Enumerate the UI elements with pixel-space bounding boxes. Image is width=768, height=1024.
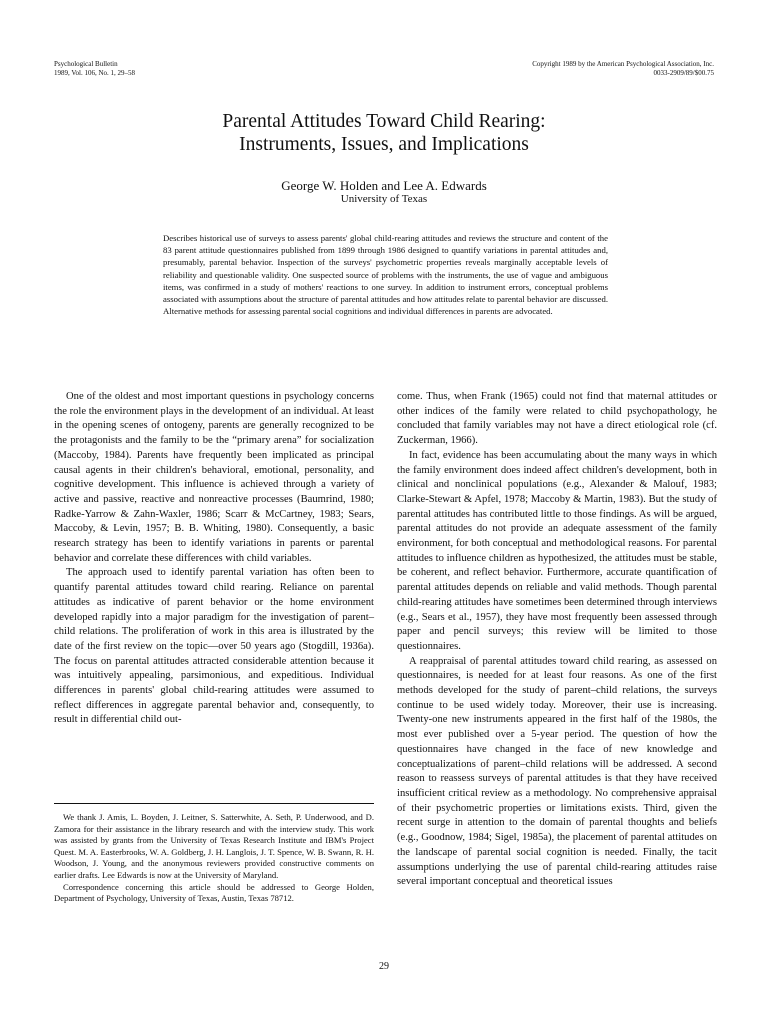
copyright-header xyxy=(532,60,714,78)
article-code: 0033-2909/89/$00.75 xyxy=(653,69,714,77)
footnote-divider xyxy=(54,803,374,804)
left-column xyxy=(54,390,374,728)
journal-volume: 1989, Vol. 106, No. 1, 29–58 xyxy=(54,69,136,77)
right-column xyxy=(397,390,717,890)
correspondence-note: Correspondence concerning this article should be addressed to George Holden, Department of Psychology, University of Texas, Austin, Texas 78712. xyxy=(54,881,374,904)
body-paragraph: come. Thus, when Frank (1965) could not find that maternal attitudes or other indices of the family were related to child psychopathology, he concluded that family variables may not have a direct etiological role (cf. Zuckerman, 1966). xyxy=(397,391,717,447)
title-line-2: Instruments, Issues, and Implications xyxy=(239,134,529,155)
body-paragraph: A reappraisal of parental attitudes toward child rearing, as assessed on questionnaires, is needed for at least four reasons. As one of the first methods developed for the study of parent–child relations, the surveys continue to be used widely today. Moreover, their use is increasing. Twenty-one new instruments appeared in the first half of the 1980s, the most ever published over a 5-year period. The question of how the questionnaires have changed in the face of new knowledge and conceptualizations of parent–child relations will be addressed. A second reason to reassess surveys of parental attitudes is that they have received insufficient critical review as a methodology. No comprehensive appraisal of their psychometric properties or limitations exists. Third, given the recent surge in attention to the domain of parental thoughts and beliefs (e.g., Goodnow, 1984; Sigel, 1985a), the placement of parental attitudes on the landscape of parental social cognition is needed. Finally, the tacit assumptions underlying the use of parental child-rearing attitudes raise several important conceptual and theoretical issues xyxy=(397,655,717,888)
copyright-line: Copyright 1989 by the American Psychological Association, Inc. xyxy=(532,60,714,68)
body-paragraph: In fact, evidence has been accumulating about the many ways in which the family environment does indeed affect children's development, both in clinical and nonclinical populations (e.g., Alexander & Malouf, 1983; Clarke-Stewart & Apfel, 1978; Maccoby & Martin, 1983). But the study of parental attitudes has contributed little to those findings. As will be argued, parental attitudes do not provide an adequate assessment of the family environment, for both conceptual and methodological reasons. For parental attitudes to influence children as hypothesized, the attitudes must be stable, be coherent, and reflect behavior. Furthermore, accurate quantification of parental attitudes depends on reliable and valid methods. Though parental child-rearing attitudes have sometimes been determined through interviews (e.g., Sears et al., 1957), they have most frequently been assessed through paper and pencil surveys; this review will be limited to those questionnaires. xyxy=(397,449,717,652)
journal-name: Psychological Bulletin xyxy=(54,60,118,68)
title-line-1: Parental Attitudes Toward Child Rearing: xyxy=(222,111,546,132)
footnotes xyxy=(54,812,374,905)
authors: George W. Holden and Lee A. Edwards xyxy=(281,178,487,193)
abstract: Describes historical use of surveys to assess parents' global child-rearing attitudes and reviews the structure and content of the 83 parent attitude questionnaires published from 1899 through 1986 designed to quantify variations in parental attitudes and, presumably, parental behavior. Inspection of the surveys' psychometric properties reveals marginally acceptable levels of reliability and questionable validity. One suspected source of problems with the instruments, the use of vague and ambiguous items, was confirmed in a study of mothers' reactions to one survey. In addition to instrument errors, conceptual problems associated with assumptions about the structure of parental attitudes and how attitudes relate to parental behavior are discussed. Alternative methods for assessing parental social cognitions and individual differences in parents are advocated. xyxy=(163,233,608,317)
body-paragraph: One of the oldest and most important questions in psychology concerns the role the environment plays in the development of an individual. At least in the opening scenes of ontogeny, parents are generally recognized to be the protagonists and the family to be the “primary arena” for socialization (Maccoby, 1984). Parents have frequently been implicated as principal causal agents in their children's behavioral, emotional, personality, and cognitive development. This influence is achieved through a variety of active and passive, reactive and nonreactive processes (Baumrind, 1980; Radke-Yarrow & Zahn-Waxler, 1986; Scarr & McCartney, 1983; Sears, Maccoby, & Levin, 1957; B. B. Whiting, 1980). Consequently, a basic research strategy has been to identify variations in parents or parental behavior and correlate these differences with child variables. xyxy=(54,391,374,564)
body-paragraph: The approach used to identify parental variation has often been to quantify parental attitudes toward child rearing. Reliance on parental attitudes as indicative of parent behavior or the home environment developed rapidly into a major paradigm for the investigation of parent–child relations. The proliferation of work in this area is illustrated by the date of the first review on the topic—over 50 years ago (Stogdill, 1936a). The focus on parental attitudes attracted considerable attention because it was intuitively appealing, parsimonious, and expeditious. Individual differences in parents' global child-rearing attitudes were assumed to reflect differences in aggregate parental behavior and, consequently, to result in differential child out- xyxy=(54,567,374,726)
journal-header xyxy=(54,60,135,78)
article-title xyxy=(0,110,768,156)
affiliation: University of Texas xyxy=(340,193,428,205)
page-number: 29 xyxy=(379,961,389,972)
acknowledgment-note: We thank J. Amis, L. Boyden, J. Leitner, S. Satterwhite, A. Seth, P. Underwood, and D. Zamora for their assistance in the library research and with the interview study. This work was assisted by grants from the University of Texas Research Institute and IBM's Project Quest. M. A. Easterbrooks, W. A. Goldberg, J. H. Langlois, J. T. Spence, W. B. Swann, R. H. Woodson, J. Young, and the anonymous reviewers provided constructive comments on earlier drafts. Lee Edwards is now at the University of Maryland. xyxy=(54,812,374,880)
